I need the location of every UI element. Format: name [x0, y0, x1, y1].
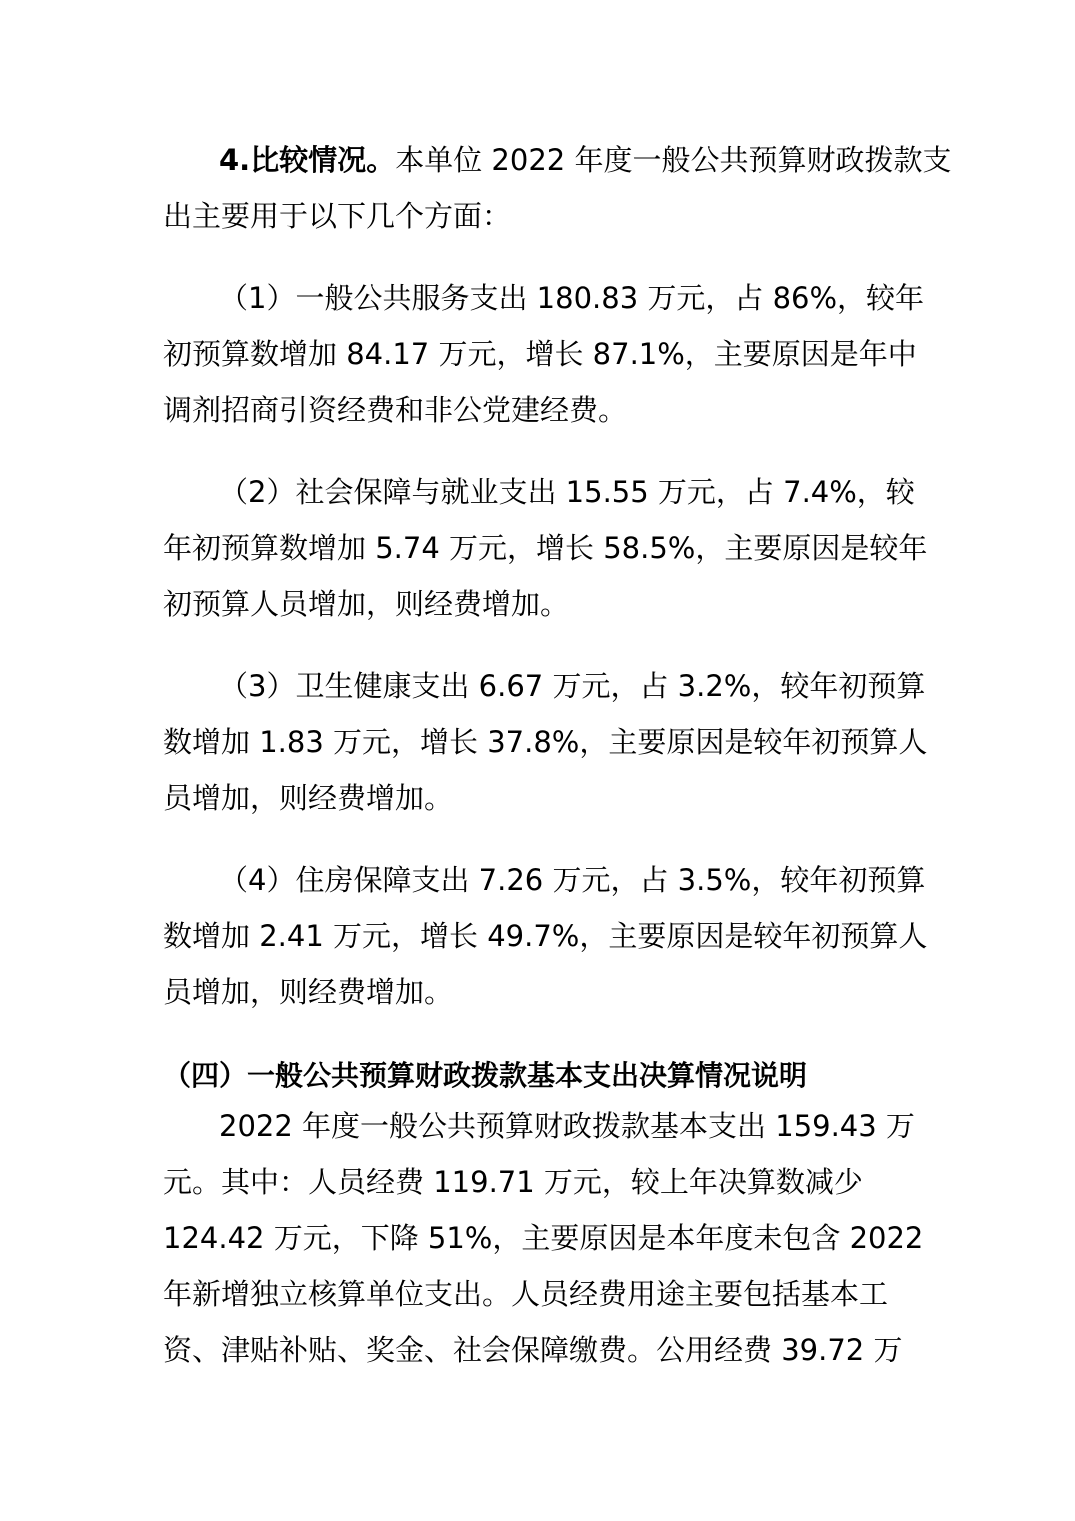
paragraph-line: 年新增独立核算单位支出。人员经费用途主要包括基本工: [163, 1277, 889, 1311]
paragraph-line: 124.42 万元，下降 51%，主要原因是本年度未包含 2022: [163, 1221, 924, 1255]
paragraph-line: 调剂招商引资经费和非公党建经费。: [163, 393, 628, 427]
paragraph-line: 员增加，则经费增加。: [163, 781, 454, 815]
paragraph-line: 资、津贴补贴、奖金、社会保障缴费。公用经费 39.72 万: [163, 1333, 903, 1367]
section-heading: （四）一般公共预算财政拨款基本支出决算情况说明: [163, 1059, 808, 1092]
paragraph-line: 元。其中：人员经费 119.71 万元，较上年决算数减少: [163, 1165, 863, 1199]
section-text: 本单位 2022 年度一般公共预算财政拨款支: [395, 143, 952, 177]
paragraph-line: （2）社会保障与就业支出 15.55 万元，占 7.4%，较: [219, 475, 915, 509]
paragraph-line: 初预算数增加 84.17 万元，增长 87.1%，主要原因是年中: [163, 337, 917, 371]
paragraph-line: 数增加 2.41 万元，增长 49.7%，主要原因是较年初预算人: [163, 919, 928, 953]
paragraph-line: 出主要用于以下几个方面：: [163, 199, 512, 233]
paragraph-line: （1）一般公共服务支出 180.83 万元，占 86%，较年: [219, 281, 925, 315]
paragraph-line: 初预算人员增加，则经费增加。: [163, 587, 570, 621]
paragraph-line: 员增加，则经费增加。: [163, 975, 454, 1009]
paragraph-line: [219, 142, 951, 178]
paragraph-line: （3）卫生健康支出 6.67 万元，占 3.2%，较年初预算: [219, 669, 926, 703]
section-label: 4.比较情况。: [219, 143, 396, 177]
paragraph-line: （4）住房保障支出 7.26 万元，占 3.5%，较年初预算: [219, 863, 926, 897]
paragraph-line: 年初预算数增加 5.74 万元，增长 58.5%，主要原因是较年: [163, 531, 928, 565]
paragraph-line: 2022 年度一般公共预算财政拨款基本支出 159.43 万: [219, 1109, 915, 1143]
paragraph-line: 数增加 1.83 万元，增长 37.8%，主要原因是较年初预算人: [163, 725, 928, 759]
